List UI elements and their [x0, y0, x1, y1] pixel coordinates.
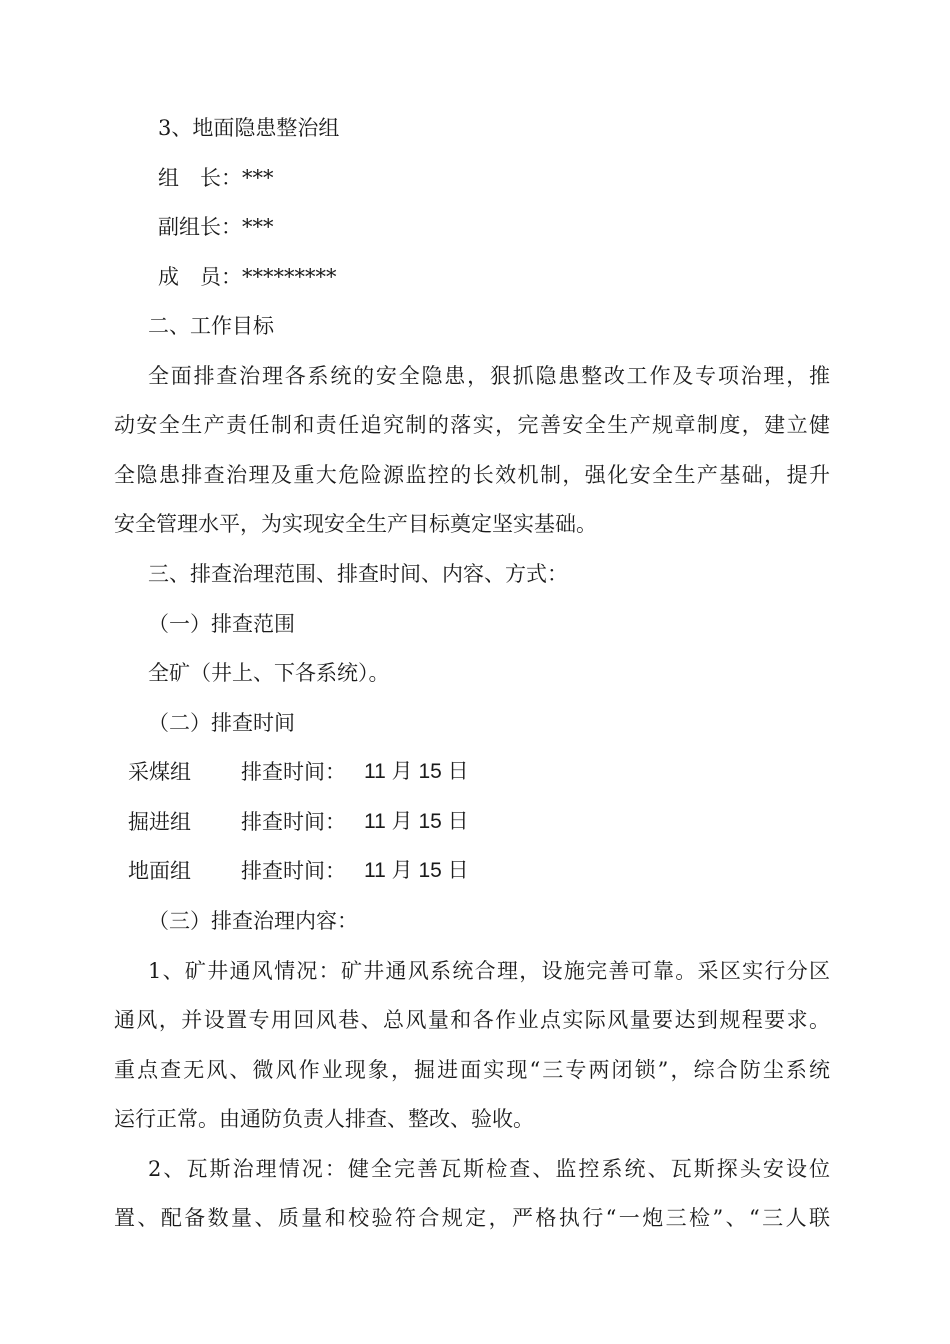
members-line: 成 员：********* [158, 265, 337, 289]
schedule-group: 采煤组 [128, 760, 191, 784]
scope-text: 全矿（井上、下各系统）。 [148, 661, 390, 685]
group-leader-line: 组 长：*** [158, 166, 274, 190]
paragraph-line: 1、矿井通风情况：矿井通风系统合理，设施完善可靠。采区实行分区 [148, 959, 830, 983]
paragraph-line: 全隐患排查治理及重大危险源监控的长效机制，强化安全生产基础，提升 [114, 463, 830, 487]
paragraph-line: 运行正常。由通防负责人排查、整改、验收。 [114, 1107, 534, 1131]
paragraph-line: 重点查无风、微风作业现象，掘进面实现“三专两闭锁”，综合防尘系统 [114, 1058, 830, 1082]
paragraph-line: 2、瓦斯治理情况：健全完善瓦斯检查、监控系统、瓦斯探头安设位 [148, 1157, 830, 1181]
subheading-content: （三）排查治理内容： [148, 909, 358, 933]
paragraph-line: 通风，并设置专用回风巷、总风量和各作业点实际风量要达到规程要求。 [114, 1008, 830, 1032]
schedule-label: 排查时间： [241, 859, 346, 883]
heading-scope-time-content: 三、排查治理范围、排查时间、内容、方式： [148, 562, 568, 586]
paragraph-line: 置、配备数量、质量和校验符合规定，严格执行“一炮三检”、“三人联 [114, 1206, 830, 1230]
schedule-date: 11 月 15 日 [364, 810, 469, 833]
schedule-date: 11 月 15 日 [364, 760, 469, 783]
paragraph-line: 安全管理水平，为实现安全生产目标奠定坚实基础。 [114, 512, 597, 536]
section-heading-ground-hazard-group: 3、地面隐患整治组 [158, 116, 340, 140]
heading-work-goal: 二、工作目标 [148, 314, 274, 338]
schedule-group: 地面组 [128, 859, 191, 883]
schedule-group: 掘进组 [128, 810, 191, 834]
paragraph-line: 全面排查治理各系统的安全隐患，狠抓隐患整改工作及专项治理，推 [148, 364, 830, 388]
deputy-leader-line: 副组长：*** [158, 215, 274, 239]
schedule-label: 排查时间： [241, 760, 346, 784]
subheading-scope: （一）排查范围 [148, 612, 295, 636]
schedule-date: 11 月 15 日 [364, 859, 469, 882]
schedule-label: 排查时间： [241, 810, 346, 834]
subheading-time: （二）排查时间 [148, 711, 295, 735]
paragraph-line: 动安全生产责任制和责任追究制的落实，完善安全生产规章制度，建立健 [114, 413, 830, 437]
